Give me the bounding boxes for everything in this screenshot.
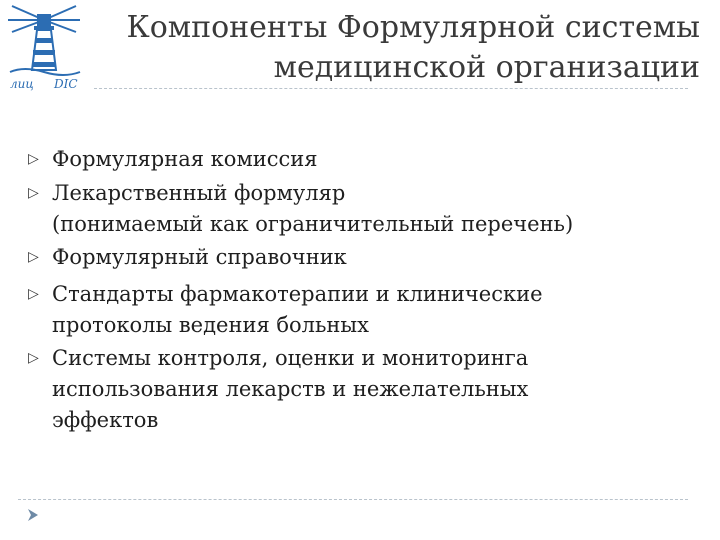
title-line-1: Компоненты Формулярной системы xyxy=(126,10,700,45)
right-triangle-arrow-icon: ▷ xyxy=(28,151,39,167)
list-item-label-line-1: Системы контроля, оценки и мониторинга xyxy=(52,346,529,370)
list-item xyxy=(26,144,676,175)
list-item-label-line-1: Стандарты фармакотерапии и клинические xyxy=(52,282,543,306)
title-divider xyxy=(94,88,688,89)
list-item-label-line-3: эффектов xyxy=(52,408,159,432)
page-title xyxy=(100,8,700,88)
list-item xyxy=(26,279,676,341)
title-line-2: медицинской организации xyxy=(273,50,700,85)
list-item xyxy=(26,242,676,273)
list-item-label-line-2: протоколы ведения больных xyxy=(52,313,369,337)
list-item-label-line-2: (понимаемый как ограничительный перечень) xyxy=(52,212,574,236)
footer-divider xyxy=(18,499,688,500)
right-triangle-arrow-icon: ▷ xyxy=(28,350,39,366)
right-triangle-arrow-icon: ▷ xyxy=(28,185,39,201)
logo-text-right: DIC xyxy=(54,77,78,91)
list-item xyxy=(26,178,676,240)
next-slide-arrow-icon[interactable] xyxy=(26,507,40,521)
bullet-list xyxy=(26,144,676,436)
logo-text-left: лиц xyxy=(10,77,34,91)
list-item-label: Формулярная комиссия xyxy=(52,147,318,171)
right-triangle-arrow-icon: ▷ xyxy=(28,249,39,265)
right-triangle-arrow-icon: ▷ xyxy=(28,286,39,302)
list-item-label-line-2: использования лекарств и нежелательных xyxy=(52,377,529,401)
lighthouse-logo-icon xyxy=(4,2,84,92)
list-item xyxy=(26,343,676,436)
list-item-label: Формулярный справочник xyxy=(52,245,347,269)
list-item-label-line-1: Лекарственный формуляр xyxy=(52,181,346,205)
